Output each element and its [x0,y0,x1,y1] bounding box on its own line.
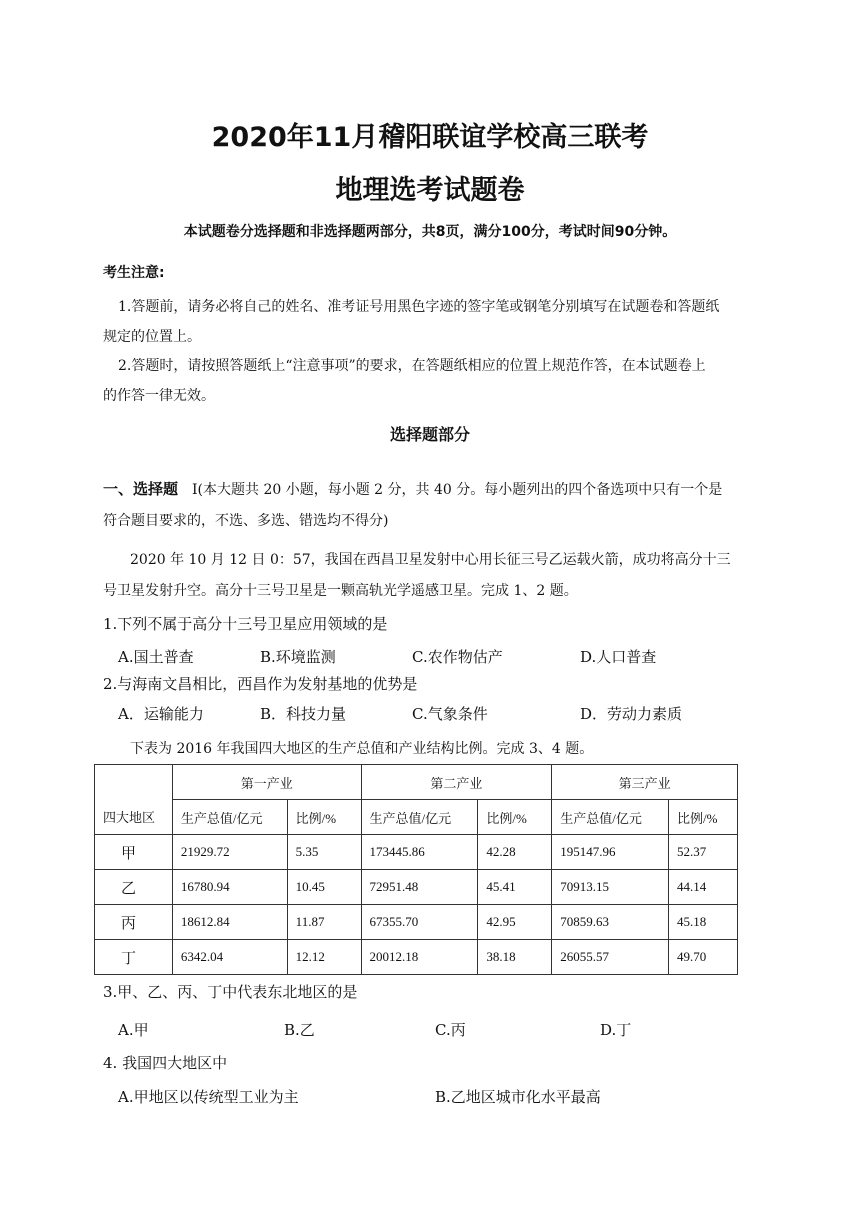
subheader-value: 生产总值/亿元 [361,800,478,835]
tertiary-ratio-cell: 44.14 [669,870,738,905]
notice-title: 考生注意: [103,265,165,281]
q3-option-c: C.丙 [435,1021,466,1039]
subheader-ratio: 比例/% [287,800,361,835]
header-secondary-industry: 第二产业 [361,765,552,800]
secondary-value-cell: 173445.86 [361,835,478,870]
region-cell: 甲 [95,835,173,870]
secondary-ratio-cell: 38.18 [478,940,552,975]
secondary-value-cell: 67355.70 [361,905,478,940]
secondary-ratio-cell: 42.28 [478,835,552,870]
stem-1-line-1: 2020 年 10 月 12 日 0：57，我国在西昌卫星发射中心用长征三号乙运载火箭，成功将高分十三 [130,552,731,568]
notice-2-line-1: 2.答题时，请按照答题纸上“注意事项”的要求，在答题纸相应的位置上规范作答，在本试题卷上 [118,358,706,374]
q4-option-a: A.甲地区以传统型工业为主 [118,1088,299,1106]
tertiary-value-cell: 70913.15 [552,870,669,905]
region-cell: 乙 [95,870,173,905]
q1-option-c: C.农作物估产 [412,648,503,666]
secondary-ratio-cell: 42.95 [478,905,552,940]
table-row [95,940,738,975]
tertiary-ratio-cell: 49.70 [669,940,738,975]
notice-2-line-2: 的作答一律无效。 [103,388,215,404]
header-tertiary-industry: 第三产业 [552,765,738,800]
subheader-value: 生产总值/亿元 [172,800,287,835]
part1-heading: 一、选择题 [103,480,179,498]
question-4-stem: 4. 我国四大地区中 [103,1054,228,1072]
region-header: 四大地区 [95,765,173,835]
primary-value-cell: 18612.84 [172,905,287,940]
q3-option-d: D.丁 [600,1021,632,1039]
secondary-value-cell: 72951.48 [361,870,478,905]
primary-ratio-cell: 11.87 [287,905,361,940]
part1-instructions-line-1 [103,478,722,499]
q1-option-a: A.国土普查 [118,648,194,666]
q4-option-b: B.乙地区城市化水平最高 [435,1088,601,1106]
primary-ratio-cell: 12.12 [287,940,361,975]
table-subheader-row [95,800,738,835]
exam-intro: 本试题卷分选择题和非选择题两部分，共8页，满分100分，考试时间90分钟。 [183,224,677,240]
subheader-ratio: 比例/% [669,800,738,835]
tertiary-ratio-cell: 52.37 [669,835,738,870]
table-row [95,905,738,940]
tertiary-value-cell: 195147.96 [552,835,669,870]
subheader-value: 生产总值/亿元 [552,800,669,835]
secondary-value-cell: 20012.18 [361,940,478,975]
part1-rule-text: (本大题共 20 小题，每小题 2 分，共 40 分。每小题列出的四个备选项中只有一个是 [197,482,723,498]
primary-value-cell: 16780.94 [172,870,287,905]
table-row [95,835,738,870]
q2-option-c: C.气象条件 [412,705,488,723]
primary-ratio-cell: 5.35 [287,835,361,870]
q3-option-b: B.乙 [284,1021,315,1039]
tertiary-ratio-cell: 45.18 [669,905,738,940]
question-3-stem: 3.甲、乙、丙、丁中代表东北地区的是 [103,983,358,1001]
part1-roman: Ⅰ [192,482,198,498]
tertiary-value-cell: 70859.63 [552,905,669,940]
subheader-ratio: 比例/% [478,800,552,835]
exam-title: 2020年11月稽阳联谊学校高三联考 [211,122,649,153]
secondary-ratio-cell: 45.41 [478,870,552,905]
gdp-table [94,764,738,975]
notice-1-line-2: 规定的位置上。 [103,329,201,345]
tertiary-value-cell: 26055.57 [552,940,669,975]
region-cell: 丁 [95,940,173,975]
q2-option-a: A．运输能力 [118,705,204,723]
q1-option-d: D.人口普查 [580,648,657,666]
exam-subtitle: 地理选考试题卷 [335,175,525,206]
stem-1-line-2: 号卫星发射升空。高分十三号卫星是一颗高轨光学遥感卫星。完成 1、2 题。 [103,583,578,599]
q2-option-d: D．劳动力素质 [580,705,683,723]
notice-1-line-1: 1.答题前，请务必将自己的姓名、准考证号用黑色字迹的签字笔或钢笔分别填写在试题卷和答题纸 [118,299,720,315]
section-title: 选择题部分 [389,425,470,444]
table-caption: 下表为 2016 年我国四大地区的生产总值和产业结构比例。完成 3、4 题。 [130,741,594,757]
region-cell: 丙 [95,905,173,940]
primary-value-cell: 6342.04 [172,940,287,975]
table-row [95,870,738,905]
header-primary-industry: 第一产业 [172,765,361,800]
q1-option-b: B.环境监测 [260,648,336,666]
table-header-row [95,765,738,800]
q3-option-a: A.甲 [118,1021,149,1039]
question-1-stem: 1.下列不属于高分十三号卫星应用领域的是 [103,615,388,633]
part1-instructions-line-2: 符合题目要求的，不选、多选、错选均不得分) [103,513,389,529]
primary-ratio-cell: 10.45 [287,870,361,905]
question-2-stem: 2.与海南文昌相比，西昌作为发射基地的优势是 [103,675,418,693]
primary-value-cell: 21929.72 [172,835,287,870]
q2-option-b: B．科技力量 [260,705,347,723]
